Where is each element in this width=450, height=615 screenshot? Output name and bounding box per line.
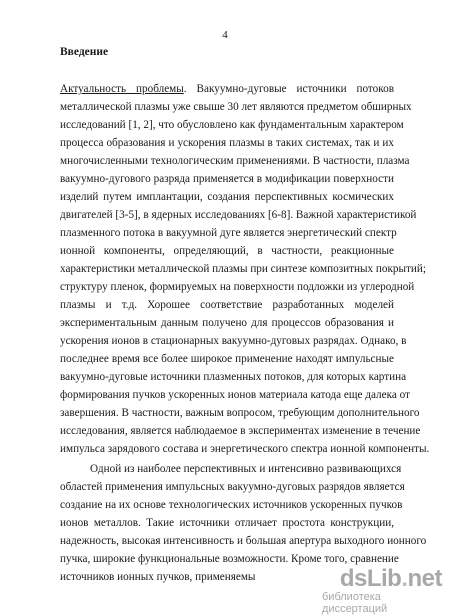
text-line: плазмы и т.д. Хорошее соответствие разработанных моделей <box>60 299 394 311</box>
text-line: источников ионных пучков, применяемы <box>60 571 256 583</box>
text-line: экспериментальным данным получено для процессов образования и <box>60 317 394 329</box>
text-line: ионов металлов. Такие источники отличает простота конструкции, <box>60 517 394 529</box>
text-line: Актуальность проблемы. Вакуумно-дуговые источники потоков <box>60 83 394 95</box>
text-line: областей применения импульсных вакуумно-дуговых разрядов является <box>60 481 405 493</box>
text-line: процесса образования и ускорения плазмы в таких системах, так и их <box>60 137 394 149</box>
text-line: ионной компоненты, определяющий, в частности, реакционные <box>60 245 394 257</box>
text-line: завершения. В частности, важным вопросом, требующим дополнительного <box>60 407 420 419</box>
section-heading: Введение <box>60 46 109 58</box>
text-line: характеристики металлической плазмы при синтезе композитных покрытий; <box>60 263 426 275</box>
watermark-logo: dsLib.net <box>339 565 442 592</box>
text-line: пучка, широкие функциональные возможности. Кроме того, сравнение <box>60 553 399 565</box>
text-line: исследований [1, 2], что обусловлено как фундаментальным характером <box>60 119 404 131</box>
text-line: вакуумно-дуговые источники плазменных потоков, для которых картина <box>60 371 407 383</box>
emphasis-lead: Актуальность проблемы <box>60 83 184 95</box>
watermark <box>322 565 446 615</box>
text-line: многочисленными технологическим применениями. В частности, плазма <box>60 155 410 167</box>
text-line: изделий путем имплантации, создания перспективных космических <box>60 191 394 203</box>
text-line: исследования, является наблюдаемое в экспериментах изменение в течение <box>60 425 421 437</box>
text-line: последнее время все более широкое применение находят импульсные <box>60 353 394 365</box>
text-line: металлической плазмы уже свыше 30 лет являются предметом обширных <box>60 101 412 113</box>
text-line: Одной из наиболее перспективных и интенсивно развивающихся <box>90 463 402 475</box>
text-line: формирования пучков ускоренных ионов материала катода еще далека от <box>60 389 410 401</box>
text-line: создание на их основе технологических источников ускоренных пучков <box>60 499 403 511</box>
page-number: 4 <box>222 29 228 41</box>
text-line: вакуумно-дугового разряда применяется в модификации поверхности <box>60 173 394 185</box>
text-line: двигателей [3-5], в ядерных исследованиях [6-8]. Важной характеристикой <box>60 209 417 221</box>
text-line: надежность, высокая интенсивность и большая апертура выходного ионного <box>60 535 427 547</box>
text-line: импульса зарядового состава и энергетического спектра ионной компоненты. <box>60 443 430 455</box>
text-line: структуру пленок, формируемых на поверхности подложки из углеродной <box>60 281 415 293</box>
watermark-subtitle: библиотека диссертаций <box>322 591 388 615</box>
text-line: плазменного потока в вакуумной дуге является энергетический спектр <box>60 227 397 239</box>
text-line: ускорения ионов в стационарных вакуумно-дуговых разрядах. Однако, в <box>60 335 407 347</box>
